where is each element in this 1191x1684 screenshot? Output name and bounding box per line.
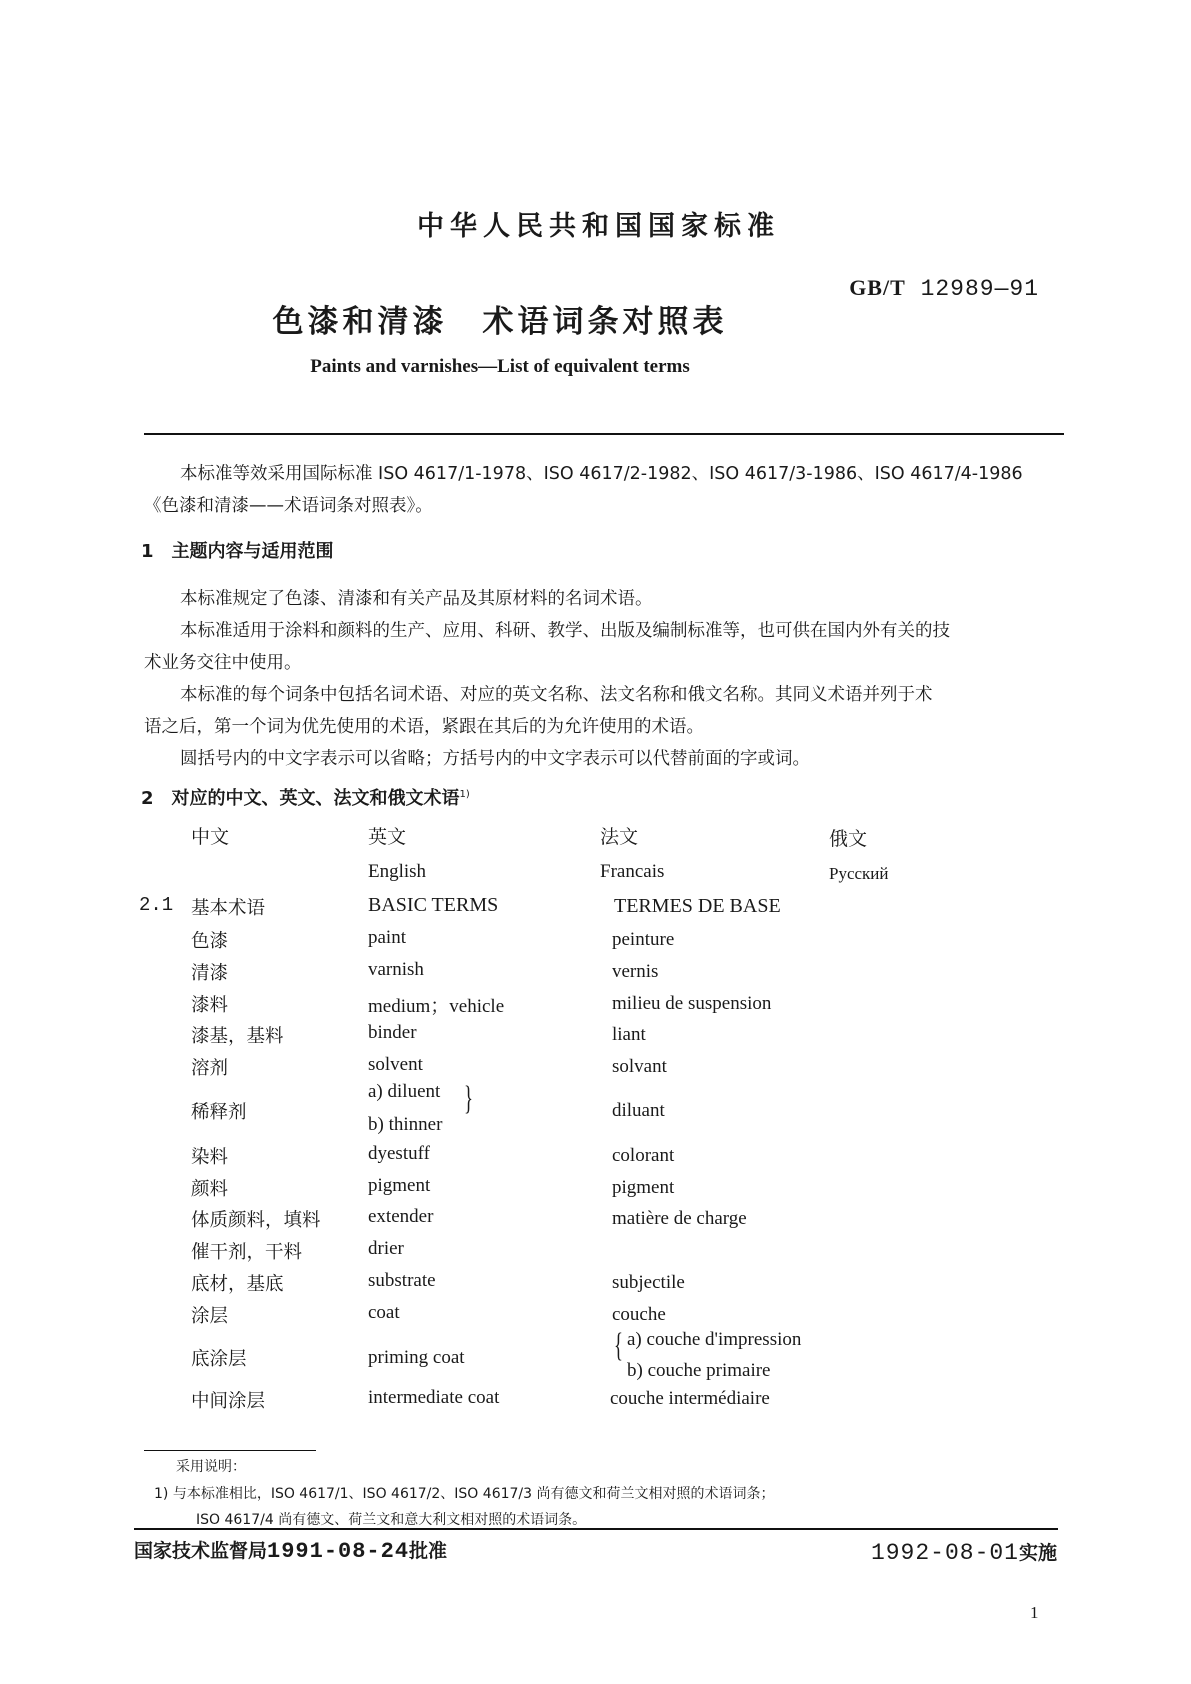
term-en: extender bbox=[368, 1206, 434, 1227]
effective-line bbox=[871, 1538, 1057, 1566]
scope-paragraph-2-line-2: 术业务交往中使用。 bbox=[144, 653, 302, 673]
column-header-cn: 中文 bbox=[191, 826, 230, 848]
scope-paragraph-3-line-2: 语之后，第一个词为优先使用的术语，紧跟在其后的为允许使用的术语。 bbox=[144, 717, 704, 737]
left-brace: { bbox=[614, 1327, 623, 1364]
column-header-ru: 俄文 bbox=[829, 828, 868, 850]
document-title-en: Paints and varnishes—List of equivalent terms bbox=[310, 356, 690, 377]
term-fr: pigment bbox=[612, 1177, 675, 1198]
term-fr: couche bbox=[612, 1304, 666, 1325]
subsection-title-cn: 基本术语 bbox=[191, 898, 266, 919]
term-cn: 染料 bbox=[191, 1147, 229, 1168]
approval-org: 国家技术监督局 bbox=[134, 1540, 268, 1562]
language-name-fr: Francais bbox=[600, 861, 665, 882]
term-cn: 色漆 bbox=[191, 931, 229, 952]
term-en: dyestuff bbox=[368, 1143, 430, 1164]
approval-date: 1991-08-24 bbox=[267, 1539, 410, 1564]
national-standard-heading: 中华人民共和国国家标准 bbox=[417, 211, 780, 242]
term-en-b: b) thinner bbox=[368, 1114, 443, 1135]
term-cn: 清漆 bbox=[191, 963, 229, 984]
page-number: 1 bbox=[1030, 1603, 1039, 1622]
term-fr-a: a) couche d'impression bbox=[627, 1329, 802, 1350]
term-en: solvent bbox=[368, 1054, 423, 1075]
term-cn: 颜料 bbox=[191, 1179, 229, 1200]
subsection-title-en: BASIC TERMS bbox=[368, 894, 499, 916]
term-cn: 溶剂 bbox=[191, 1058, 229, 1079]
term-en: drier bbox=[368, 1238, 404, 1259]
term-en: intermediate coat bbox=[368, 1387, 500, 1408]
term-fr: colorant bbox=[612, 1145, 675, 1166]
approval-line bbox=[134, 1536, 447, 1564]
term-en: medium；vehicle bbox=[368, 996, 505, 1017]
scope-paragraph-4: 圆括号内的中文字表示可以省略；方括号内的中文字表示可以代替前面的字或词。 bbox=[180, 749, 810, 769]
term-fr: liant bbox=[612, 1024, 646, 1045]
term-cn: 漆料 bbox=[191, 995, 229, 1016]
effective-suffix: 实施 bbox=[1018, 1542, 1057, 1564]
term-en: varnish bbox=[368, 959, 424, 980]
term-fr: couche intermédiaire bbox=[610, 1388, 770, 1409]
language-name-en: English bbox=[368, 861, 427, 882]
note-line-1: 1) 与本标准相比，ISO 4617/1、ISO 4617/2、ISO 4617/3 尚有德文和荷兰文相对照的术语词条； bbox=[154, 1486, 775, 1502]
intro-line-2: 《色漆和清漆——术语词条对照表》。 bbox=[144, 496, 433, 516]
term-fr: milieu de suspension bbox=[612, 993, 772, 1014]
right-brace: } bbox=[464, 1080, 473, 1117]
term-cn: 涂层 bbox=[191, 1306, 229, 1327]
column-header-en: 英文 bbox=[368, 826, 407, 848]
footnote-marker: 1) bbox=[459, 789, 470, 800]
subsection-title-fr: TERMES DE BASE bbox=[614, 895, 781, 917]
term-cn: 底材，基底 bbox=[191, 1274, 284, 1295]
section-1-heading: 1 主题内容与适用范围 bbox=[141, 541, 334, 562]
standard-code: 12989—91 bbox=[920, 276, 1039, 302]
term-cn: 体质颜料，填料 bbox=[191, 1210, 321, 1231]
subsection-number: 2.1 bbox=[139, 894, 174, 916]
term-fr-b: b) couche primaire bbox=[627, 1360, 771, 1381]
term-cn: 中间涂层 bbox=[191, 1391, 266, 1412]
header-rule bbox=[144, 433, 1064, 435]
term-en: paint bbox=[368, 927, 406, 948]
term-fr: matière de charge bbox=[612, 1208, 747, 1229]
term-cn: 漆基，基料 bbox=[191, 1026, 284, 1047]
effective-date: 1992-08-01 bbox=[870, 1540, 1019, 1566]
standard-prefix: GB/T bbox=[849, 275, 906, 300]
scope-paragraph-3-line-1: 本标准的每个词条中包括名词术语、对应的英文名称、法文名称和俄文名称。其同义术语并列于术 bbox=[180, 685, 933, 705]
term-en: coat bbox=[368, 1302, 400, 1323]
term-cn: 底涂层 bbox=[191, 1349, 247, 1370]
section-2-heading bbox=[141, 784, 470, 810]
term-en: pigment bbox=[368, 1175, 431, 1196]
note-title: 采用说明： bbox=[176, 1459, 246, 1475]
section-2-heading-text: 2 对应的中文、英文、法文和俄文术语 bbox=[141, 788, 460, 809]
column-header-fr: 法文 bbox=[600, 826, 639, 848]
term-en-a: a) diluent bbox=[368, 1081, 441, 1102]
intro-line-1: 本标准等效采用国际标准 ISO 4617/1-1978、ISO 4617/2-1982、ISO 4617/3-1986、ISO 4617/4-1986 bbox=[180, 464, 1023, 484]
footer-rule bbox=[134, 1528, 1058, 1530]
scope-paragraph-2-line-1: 本标准适用于涂料和颜料的生产、应用、科研、教学、出版及编制标准等，也可供在国内外有关的技 bbox=[180, 621, 950, 641]
term-cn: 稀释剂 bbox=[191, 1102, 247, 1123]
term-fr: diluant bbox=[612, 1100, 665, 1121]
term-fr: peinture bbox=[612, 929, 675, 950]
note-rule bbox=[144, 1450, 316, 1451]
term-cn: 催干剂，干料 bbox=[191, 1242, 303, 1263]
scope-paragraph-1: 本标准规定了色漆、清漆和有关产品及其原材料的名词术语。 bbox=[180, 589, 653, 609]
term-fr: vernis bbox=[612, 961, 659, 982]
term-fr: subjectile bbox=[612, 1272, 685, 1293]
term-fr: solvant bbox=[612, 1056, 667, 1077]
note-line-2: ISO 4617/4 尚有德文、荷兰文和意大利文相对照的术语词条。 bbox=[196, 1512, 587, 1528]
document-title-cn: 色漆和清漆 术语词条对照表 bbox=[272, 304, 728, 340]
term-en: substrate bbox=[368, 1270, 436, 1291]
approval-suffix: 批准 bbox=[409, 1540, 448, 1562]
term-en: priming coat bbox=[368, 1347, 465, 1368]
term-en: binder bbox=[368, 1022, 417, 1043]
language-name-ru: Русский bbox=[829, 864, 889, 883]
